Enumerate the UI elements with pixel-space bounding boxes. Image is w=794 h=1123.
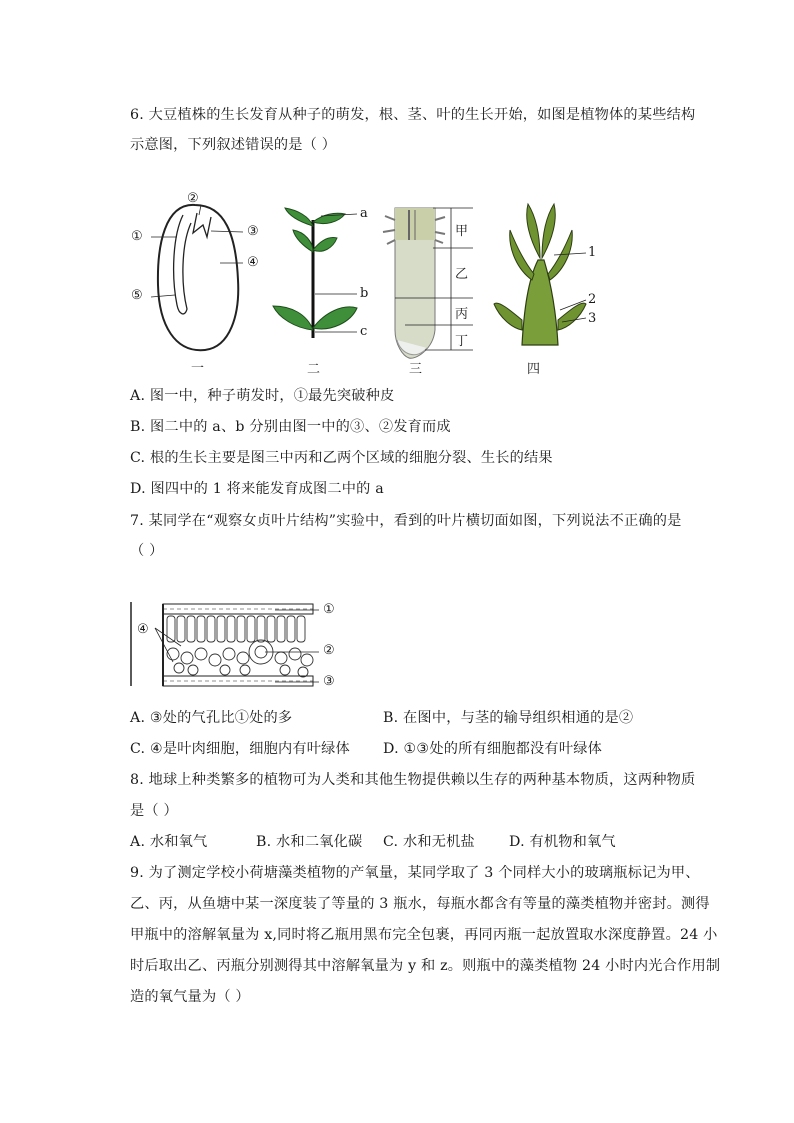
bud-label-2: 2: [588, 292, 597, 307]
q8-option-d: D. 有机物和氧气: [509, 834, 616, 850]
seed-label-4: ④: [247, 255, 259, 270]
q7-option-a: A. ③处的气孔比①处的多: [130, 710, 293, 726]
leaf-section-figure: [125, 598, 355, 694]
plant-label-b: b: [360, 286, 369, 301]
q9-line5: 造的氧气量为（ ）: [130, 989, 250, 1005]
leaf-label-4: ④: [137, 622, 149, 637]
seed-figure: [125, 185, 275, 375]
q7-option-b: B. 在图中，与茎的输导组织相通的是②: [383, 710, 634, 726]
q8-stem-line2: 是（ ）: [130, 803, 178, 819]
caption-4: 四: [527, 362, 541, 377]
seed-label-1: ①: [131, 229, 143, 244]
root-tip-figure: [375, 200, 485, 380]
q9-line2: 乙、丙，从鱼塘中某一深度装了等量的 3 瓶水，每瓶水都含有等量的藻类植物并密封。测得: [130, 896, 710, 912]
root-label-ding: 丁: [455, 334, 469, 349]
q6-option-d: D. 图四中的 1 将来能发育成图二中的 a: [130, 481, 384, 497]
q8-option-b: B. 水和二氧化碳: [256, 834, 363, 850]
q9-line3: 甲瓶中的溶解氧量为 x,同时将乙瓶用黑布完全包裹，再同丙瓶一起放置取水深度静置。24 小: [130, 927, 718, 943]
leaf-label-3: ③: [323, 674, 335, 689]
q7-stem-line2: （ ）: [130, 543, 164, 559]
q6-option-c: C. 根的生长主要是图三中丙和乙两个区域的细胞分裂、生长的结果: [130, 450, 553, 466]
q6-option-a: A. 图一中，种子萌发时，①最先突破种皮: [130, 388, 395, 404]
root-label-yi: 乙: [455, 267, 469, 282]
leaf-label-2: ②: [323, 643, 335, 658]
caption-1: 一: [191, 361, 205, 376]
q9-line1: 9. 为了测定学校小荷塘藻类植物的产氧量，某同学取了 3 个同样大小的玻璃瓶标记为甲、: [130, 865, 700, 881]
q6-stem-line2: 示意图，下列叙述错误的是（ ）: [130, 137, 337, 153]
caption-2: 二: [307, 362, 321, 377]
bud-figure: [488, 200, 603, 380]
plant-figure: [265, 200, 385, 380]
q6-stem-line1: 6. 大豆植株的生长发育从种子的萌发，根、茎、叶的生长开始，如图是植物体的某些结构: [130, 107, 696, 123]
plant-label-a: a: [360, 206, 368, 221]
seed-label-2: ②: [187, 191, 199, 206]
q8-option-a: A. 水和氧气: [130, 834, 208, 850]
bud-label-3: 3: [588, 311, 597, 326]
seed-label-5: ⑤: [131, 288, 143, 303]
seed-label-3: ③: [247, 224, 259, 239]
bud-label-1: 1: [588, 245, 597, 260]
q9-line4: 时后取出乙、丙瓶分别测得其中溶解氧量为 y 和 z。则瓶中的藻类植物 24 小时内光合作用制: [130, 958, 721, 974]
plant-label-c: c: [360, 324, 368, 339]
q7-option-c: C. ④是叶肉细胞，细胞内有叶绿体: [130, 741, 350, 757]
leaf-label-1: ①: [323, 602, 335, 617]
q6-option-b: B. 图二中的 a、b 分别由图一中的③、②发育而成: [130, 419, 451, 435]
q7-stem-line1: 7. 某同学在“观察女贞叶片结构”实验中，看到的叶片横切面如图，下列说法不正确的是: [130, 513, 682, 529]
q8-option-c: C. 水和无机盐: [383, 834, 475, 850]
caption-3: 三: [409, 362, 423, 377]
q7-option-d: D. ①③处的所有细胞都没有叶绿体: [383, 741, 602, 757]
root-label-jia: 甲: [455, 224, 469, 239]
q8-stem-line1: 8. 地球上种类繁多的植物可为人类和其他生物提供赖以生存的两种基本物质，这两种物质: [130, 772, 696, 788]
root-label-bing: 丙: [455, 307, 469, 322]
